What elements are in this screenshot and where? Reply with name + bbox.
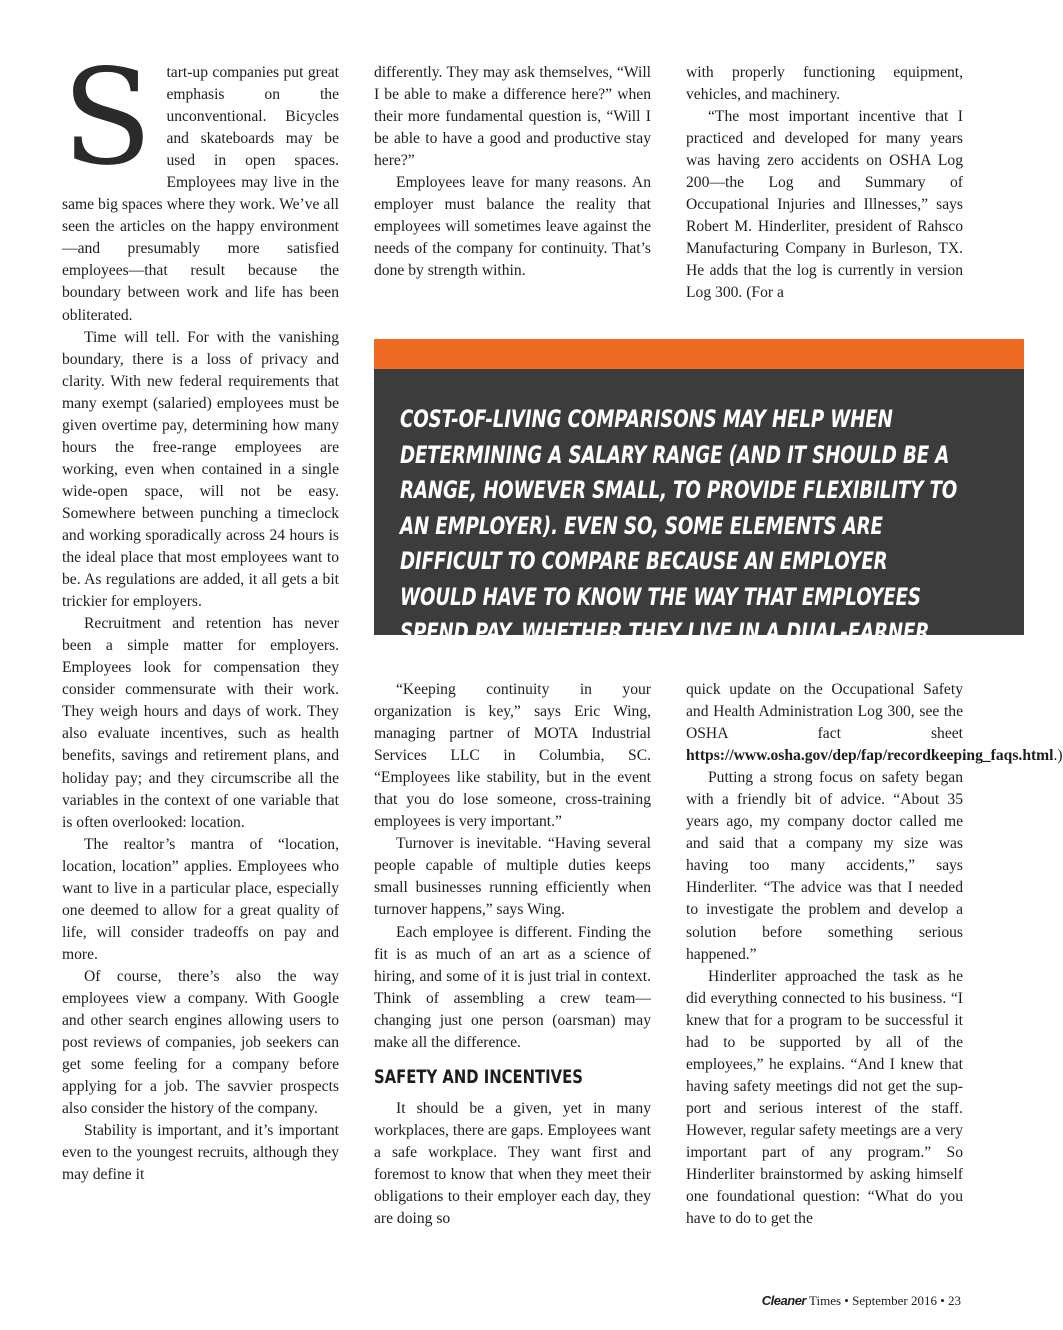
drop-cap: S	[62, 41, 153, 195]
article-column-3-top	[686, 62, 963, 305]
body-paragraph: Each employee is different. Finding the fit is as much of an art as a science of hiring, and some of it is just trial in context. Think of assembling a crew team—changing just one person (oarsman) may make all the difference.	[374, 923, 651, 1051]
osha-reference-text: quick update on the Occupational Safety and Health Administration Log 300, see the OSHA fact sheet	[686, 681, 963, 743]
magazine-brand: Cleaner	[761, 1293, 806, 1308]
article-column-3-bottom	[686, 679, 1063, 1230]
body-paragraph: Recruitment and retention has never been a simple matter for employers. Employees look for compensation they consider commensurate with their work. They weigh hours and days of work. They also evaluate incentives, such as health benefits, savings and retirement plans, and holiday pay; and they circumscribe all the variables in the context of one variable that is often overlooked: location.	[62, 615, 339, 831]
footer-issue-page: Times • September 2016 • 23	[806, 1293, 961, 1308]
opening-paragraph-text: tart-up companies put great emphasis on the unconventional. Bicycles and skateboards may be used in open spaces. Employees may live in the same big spaces where they work. We’ve all seen the articles on the happy environment—and presumably more satisfied employees—that result because the boundary between work and life has been obliterated.	[62, 64, 339, 324]
body-paragraph: with properly functioning equipment, vehicles, and machinery.	[686, 64, 963, 104]
body-paragraph: Putting a strong focus on safety began with a friendly bit of advice. “About 35 years ago, my company doctor called me and said that a company my size was having too many accidents,” says Hinderliter. “The advice was that I needed to investigate the problem and develop a solution before something serious happened.”	[686, 769, 963, 963]
body-paragraph: Of course, there’s also the way employees view a company. With Google and other search engines allowing users to post reviews of companies, job seekers can get some feeling for a company before applying for a job. The savvier prospects also consider the history of the company.	[62, 967, 339, 1118]
body-paragraph: Stability is important, and it’s important even to the youngest recruits, although they may define it	[62, 1122, 339, 1184]
opening-paragraph	[62, 41, 339, 327]
pull-quote-text: COST-OF-LIVING COMPARISONS MAY HELP WHEN DETERMINING A SALARY RANGE (AND IT SHOULD BE A RANGE, HOWEVER SMALL, TO PROVIDE FLEXIBILITY TO AN EMPLOYER). EVEN SO, SOME ELEMENTS ARE DIFFICULT TO COMPARE BECAUSE AN EMPLOYER WOULD HAVE TO KNOW THE WAY THAT EMPLOYEES SPEND PAY, WHETHER THEY LIVE IN A DUAL-EARNER HOUSEHOLD, AND SO ON.	[400, 405, 958, 682]
article-column-1	[62, 41, 339, 1186]
body-paragraph: differently. They may ask themselves, “Will I be able to make a difference here?” when their more fundamental question is, “Will I be able to have a good and productive stay here?”	[374, 64, 651, 170]
body-paragraph: Employees leave for many reasons. An employer must balance the reality that employees will sometimes leave against the needs of the company for continuity. That’s done by strength within.	[374, 174, 651, 280]
body-paragraph: Turnover is inevitable. “Having several people capable of multiple duties keeps small businesses running efficiently when turnover happens,” says Wing.	[374, 835, 651, 919]
section-heading: SAFETY AND INCENTIVES	[374, 1065, 583, 1088]
osha-fact-sheet-link[interactable]: https://www.osha.gov/dep/fap/recordkeeping_faqs.html	[686, 747, 1054, 765]
body-paragraph: The realtor’s mantra of “location, location, location” applies. Employees who want to live in a particular place, especially one deemed to allow for a great quality of life, will consider tradeoffs on pay and more.	[62, 835, 339, 963]
body-paragraph: “The most important incentive that I practiced and developed for many years was having zero accidents on OSHA Log 200—the Log and Summary of Occupational Injuries and Illnesses,” says Robert M. Hinderliter, president of Rahsco Manufacturing Company in Burleson, TX. He adds that the log is currently in version Log 300. (For a	[686, 108, 963, 302]
article-column-2-top	[374, 62, 651, 282]
parenthesis-close: .)	[1053, 747, 1063, 765]
body-paragraph: Time will tell. For with the vanishing boundary, there is a loss of privacy and clarity. With new federal requirements that many exempt (salaried) employees must be given overtime pay, determining how many hours the free-range employees are working, even when contained in a single wide-open space, will not be easy. Somewhere between punching a timeclock and working sporadically across 24 hours is the ideal place that most employees want to be. As regulations are added, it all gets a bit trickier for employers.	[62, 328, 339, 611]
article-column-2-bottom	[374, 679, 651, 1230]
body-paragraph: It should be a given, yet in many workplaces, there are gaps. Employees want a safe workplace. They want first and foremost to know that when they meet their obligations to their employer each day, they are doing so	[374, 1099, 651, 1228]
body-paragraph: Hinderliter approached the task as he did everything connected to his business. “I knew that for a program to be successful it had to be supported by all of the employees,” he explains. “And I knew that having safety meetings did not get the support and serious interest of the staff. However, regular safety meetings are a very important part of any program.” So Hinderliter brainstormed by asking himself one foundational question: “What do you have to do to get the	[686, 967, 963, 1228]
page-footer	[762, 1293, 961, 1309]
body-paragraph: “Keeping continuity in your organization is key,” says Eric Wing, managing partner of MOTA Industrial Services LLC in Columbia, SC. “Employees like stability, but in the event that you do lose someone, cross-training employees is very important.”	[374, 681, 651, 831]
body-paragraph	[686, 679, 1063, 767]
pull-quote-accent-bar	[374, 339, 1024, 369]
